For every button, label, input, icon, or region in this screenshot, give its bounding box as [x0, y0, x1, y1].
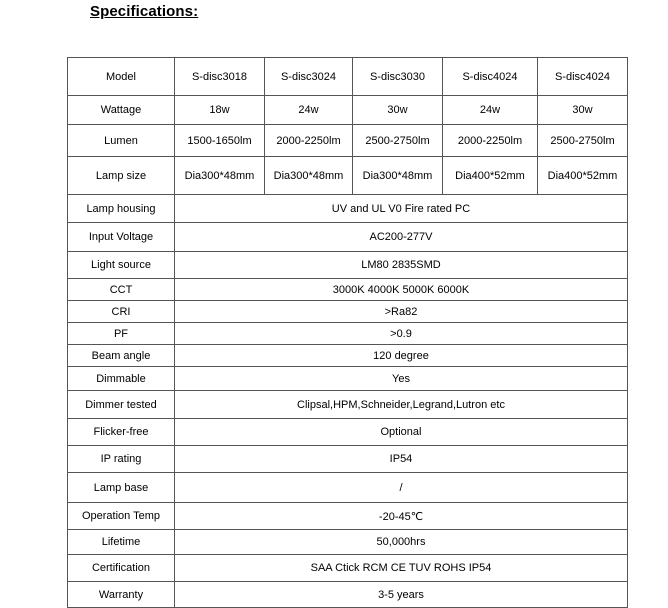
value-cell: 120 degree — [175, 345, 628, 367]
row-label: Operation Temp — [68, 503, 175, 530]
table-row-cri — [68, 301, 628, 323]
table-row-flicker-free — [68, 419, 628, 446]
row-label: Dimmer tested — [68, 391, 175, 419]
row-label: Model — [68, 58, 175, 96]
value-cell: Dia300*48mm — [353, 157, 443, 195]
table-row-pf — [68, 323, 628, 345]
table-row-cct — [68, 279, 628, 301]
value-cell: 1500-1650lm — [175, 125, 265, 157]
row-label: Lamp base — [68, 473, 175, 503]
table-row-input-voltage — [68, 223, 628, 252]
value-cell: UV and UL V0 Fire rated PC — [175, 195, 628, 223]
value-cell: 3-5 years — [175, 582, 628, 608]
value-cell: 30w — [353, 96, 443, 125]
model-cell: S-disc3030 — [353, 58, 443, 96]
table-row-operation-temp — [68, 503, 628, 530]
value-cell: / — [175, 473, 628, 503]
value-cell: >0.9 — [175, 323, 628, 345]
table-row-lamp-size — [68, 157, 628, 195]
value-cell: Dia300*48mm — [265, 157, 353, 195]
page-title: Specifications: — [90, 3, 199, 20]
value-cell: LM80 2835SMD — [175, 252, 628, 279]
table-row-lumen — [68, 125, 628, 157]
value-cell: Clipsal,HPM,Schneider,Legrand,Lutron etc — [175, 391, 628, 419]
row-label: Lumen — [68, 125, 175, 157]
value-cell: 2500-2750lm — [353, 125, 443, 157]
row-label: Dimmable — [68, 367, 175, 391]
value-cell: 24w — [443, 96, 538, 125]
row-label: IP rating — [68, 446, 175, 473]
row-label: Lamp size — [68, 157, 175, 195]
table-row-warranty — [68, 582, 628, 608]
model-cell: S-disc4024 — [443, 58, 538, 96]
row-label: CRI — [68, 301, 175, 323]
table-row-light-source — [68, 252, 628, 279]
value-cell: 18w — [175, 96, 265, 125]
table-row-certification — [68, 555, 628, 582]
value-cell: 3000K 4000K 5000K 6000K — [175, 279, 628, 301]
model-cell: S-disc4024 — [538, 58, 628, 96]
value-cell: 2000-2250lm — [265, 125, 353, 157]
value-cell: IP54 — [175, 446, 628, 473]
row-label: Input Voltage — [68, 223, 175, 252]
model-cell: S-disc3024 — [265, 58, 353, 96]
value-cell: Dia400*52mm — [443, 157, 538, 195]
value-cell: SAA Ctick RCM CE TUV ROHS IP54 — [175, 555, 628, 582]
row-label: Lifetime — [68, 530, 175, 555]
row-label: Light source — [68, 252, 175, 279]
row-label: Wattage — [68, 96, 175, 125]
table-row-lifetime — [68, 530, 628, 555]
value-cell: 30w — [538, 96, 628, 125]
value-cell: Optional — [175, 419, 628, 446]
table-row-dimmable — [68, 367, 628, 391]
row-label: Lamp housing — [68, 195, 175, 223]
specifications-table — [67, 57, 628, 608]
value-cell: Dia300*48mm — [175, 157, 265, 195]
row-label: Beam angle — [68, 345, 175, 367]
row-label: PF — [68, 323, 175, 345]
row-label: Flicker-free — [68, 419, 175, 446]
row-label: Warranty — [68, 582, 175, 608]
value-cell: >Ra82 — [175, 301, 628, 323]
row-label: Certification — [68, 555, 175, 582]
value-cell: 24w — [265, 96, 353, 125]
table-row-ip-rating — [68, 446, 628, 473]
table-row-lamp-housing — [68, 195, 628, 223]
model-cell: S-disc3018 — [175, 58, 265, 96]
value-cell: AC200-277V — [175, 223, 628, 252]
table-row-lamp-base — [68, 473, 628, 503]
table-row-dimmer-tested — [68, 391, 628, 419]
value-cell: 2500-2750lm — [538, 125, 628, 157]
value-cell: Dia400*52mm — [538, 157, 628, 195]
table-row-wattage — [68, 96, 628, 125]
value-cell: Yes — [175, 367, 628, 391]
value-cell: -20-45℃ — [175, 503, 628, 530]
row-label: CCT — [68, 279, 175, 301]
table-row-model — [68, 58, 628, 96]
value-cell: 50,000hrs — [175, 530, 628, 555]
value-cell: 2000-2250lm — [443, 125, 538, 157]
table-row-beam-angle — [68, 345, 628, 367]
